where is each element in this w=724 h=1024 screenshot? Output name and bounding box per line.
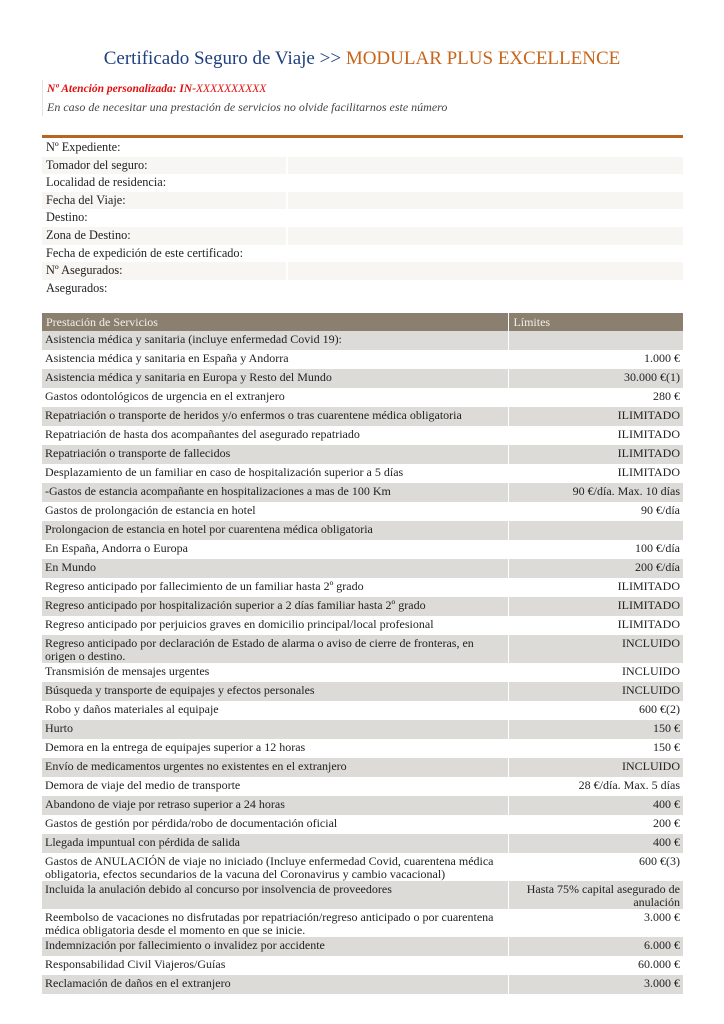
info-row [42,262,683,280]
service-limit [509,331,683,350]
service-name: Repatriación o transporte de heridos y/o enfermos o tras cuarentene médica obligatoria [42,407,509,426]
table-row [42,521,683,540]
service-limit: 280 € [509,388,683,407]
table-row [42,464,683,483]
service-name: Incluida la anulación debido al concurso por insolvencia de proveedores [42,881,509,909]
service-name: Robo y daños materiales al equipaje [45,702,219,716]
service-limit: 90 €/día [509,502,683,521]
info-row [42,174,683,192]
info-value [286,280,683,298]
service-limit: ILIMITADO [509,578,683,597]
info-label: Zona de Destino: [46,227,131,242]
info-row [42,227,683,245]
table-row [42,483,683,502]
service-limit: 150 € [509,720,683,739]
service-limit: 28 €/día. Max. 5 días [509,777,683,796]
info-label: Destino: [46,210,88,225]
service-limit: INCLUIDO [509,635,683,663]
service-name: Reclamación de daños en el extranjero [42,975,509,994]
service-limit: 100 €/día [509,540,683,559]
service-name: Regreso anticipado por hospitalización superior a 2 días familiar hasta 2º grado [42,597,509,616]
info-value [286,174,683,192]
table-row [42,502,683,521]
service-name: Búsqueda y transporte de equipajes y efectos personales [42,682,509,701]
service-limit: 3.000 € [509,909,683,937]
info-row [42,192,683,210]
service-name: En España, Andorra o Europa [45,541,188,555]
table-row [42,834,683,853]
info-value [286,262,683,280]
page-title [0,48,724,70]
table-row [42,975,683,994]
service-name: Gastos de ANULACIÓN de viaje no iniciado (Incluye enfermedad Covid, cuarentena médica obligatoria, efectos secundarios de la vacuna del Coronavirus y cambio vacacional) [45,854,494,881]
service-name: En Mundo [42,559,509,578]
info-label: Tomador del seguro: [46,157,148,172]
table-row [42,956,683,975]
table-row [42,388,683,407]
table-row [42,540,683,559]
table-row [42,445,683,464]
section-divider [42,135,683,138]
info-value [286,245,683,263]
info-label: Nº Expediente: [46,140,121,154]
header-limit: Límites [509,313,683,331]
header-service: Prestación de Servicios [42,313,509,331]
service-limit: INCLUIDO [509,682,683,701]
service-limit: ILIMITADO [509,445,683,464]
service-name: Demora en la entrega de equipajes superior a 12 horas [45,740,306,754]
service-limit: 3.000 € [509,975,683,994]
service-name: Gastos odontológicos de urgencia en el extranjero [45,389,285,403]
service-name: Responsabilidad Civil Viajeros/Guías [45,957,226,971]
service-limit: ILIMITADO [509,616,683,635]
service-limit: 1.000 € [509,350,683,369]
table-row [42,331,683,350]
service-limit: 60.000 € [509,956,683,975]
info-row [42,280,683,298]
service-name: Abandono de viaje por retraso superior a 24 horas [42,796,509,815]
info-label: Asegurados: [46,280,108,295]
info-row [42,139,683,157]
service-limit [509,521,683,540]
info-value [286,157,683,175]
attention-number-line [47,80,687,98]
service-limit: 30.000 €(1) [509,369,683,388]
table-row [42,578,683,597]
service-limit: INCLUIDO [509,663,683,682]
table-row [42,701,683,720]
info-label: Fecha del Viaje: [46,192,126,207]
service-name: Llegada impuntual con pérdida de salida [42,834,509,853]
service-name: Demora de viaje del medio de transporte [45,778,241,792]
table-row [42,853,683,881]
table-row [42,635,683,663]
info-value [286,139,683,157]
table-row [42,739,683,758]
table-row [42,559,683,578]
service-limit: 6.000 € [509,937,683,956]
service-name: Regreso anticipado por perjuicios graves en domicilio principal/local profesional [45,617,434,631]
table-row [42,663,683,682]
service-name: Envío de medicamentos urgentes no existentes en el extranjero [42,758,509,777]
service-name: Repatriación o transporte de fallecidos [42,445,509,464]
service-name: Regreso anticipado por declaración de Estado de alarma o aviso de cierre de fronteras, en origen o destino. [42,635,509,663]
info-value [286,209,683,227]
attention-note: En caso de necesitar una prestación de servicios no olvide facilitarnos este número [47,100,448,114]
table-row [42,881,683,909]
service-name: Transmisión de mensajes urgentes [45,664,210,678]
service-limit: Hasta 75% capital asegurado de anulación [509,881,683,909]
service-limit: ILIMITADO [509,464,683,483]
service-name: Regreso anticipado por fallecimiento de un familiar hasta 2º grado [45,579,364,593]
attention-label: Nº Atención personalizada: IN- [47,83,197,95]
service-limit: INCLUIDO [509,758,683,777]
info-value [286,192,683,210]
table-row [42,682,683,701]
service-limit: 90 €/día. Max. 10 días [509,483,683,502]
service-limit: 200 € [509,815,683,834]
table-header-row [42,313,683,331]
services-table [42,313,683,994]
service-limit: 400 € [509,796,683,815]
info-label: Localidad de residencia: [46,175,167,190]
table-row [42,616,683,635]
service-name: Indemnización por fallecimiento o invalidez por accidente [42,937,509,956]
table-row [42,407,683,426]
service-name: Hurto [42,720,509,739]
service-limit: 400 € [509,834,683,853]
info-row [42,157,683,175]
service-limit: 600 €(3) [509,853,683,881]
table-row [42,909,683,937]
service-limit: ILIMITADO [509,407,683,426]
service-limit: 150 € [509,739,683,758]
service-name: Asistencia médica y sanitaria en España y Andorra [45,351,289,365]
table-row [42,937,683,956]
info-label: Nº Asegurados: [46,263,123,278]
attention-box [42,80,687,116]
service-name: -Gastos de estancia acompañante en hospitalizaciones a mas de 100 Km [42,483,509,502]
service-name: Desplazamiento de un familiar en caso de hospitalización superior a 5 días [45,465,404,479]
service-limit: 200 €/día [509,559,683,578]
service-name: Gastos de prolongación de estancia en hotel [45,503,256,517]
table-row [42,597,683,616]
attention-number: XXXXXXXXXX [196,83,267,95]
service-limit: ILIMITADO [509,597,683,616]
table-row [42,758,683,777]
table-row [42,777,683,796]
table-row [42,369,683,388]
info-row [42,209,683,227]
info-row [42,245,683,263]
table-row [42,720,683,739]
table-row [42,815,683,834]
info-value [286,227,683,245]
table-row [42,796,683,815]
service-limit: ILIMITADO [509,426,683,445]
service-name: Repatriación de hasta dos acompañantes del asegurado repatriado [45,427,360,441]
service-name: Prolongacion de estancia en hotel por cuarentena médica obligatoria [42,521,509,540]
service-name: Asistencia médica y sanitaria en Europa y Resto del Mundo [42,369,509,388]
service-name: Reembolso de vacaciones no disfrutadas por repatriación/regreso anticipado o por cuarentena médica obligatoria desde el momento en que se inicie. [45,910,494,937]
service-name: Gastos de gestión por pérdida/robo de documentación oficial [45,816,338,830]
title-prefix: Certificado Seguro de Viaje >> [103,48,346,69]
policy-info [42,139,683,297]
product-name: MODULAR PLUS EXCELLENCE [345,48,621,69]
table-row [42,350,683,369]
table-row [42,426,683,445]
service-name: Asistencia médica y sanitaria (incluye enfermedad Covid 19): [42,331,509,350]
service-limit: 600 €(2) [509,701,683,720]
info-label: Fecha de expedición de este certificado: [46,245,243,260]
